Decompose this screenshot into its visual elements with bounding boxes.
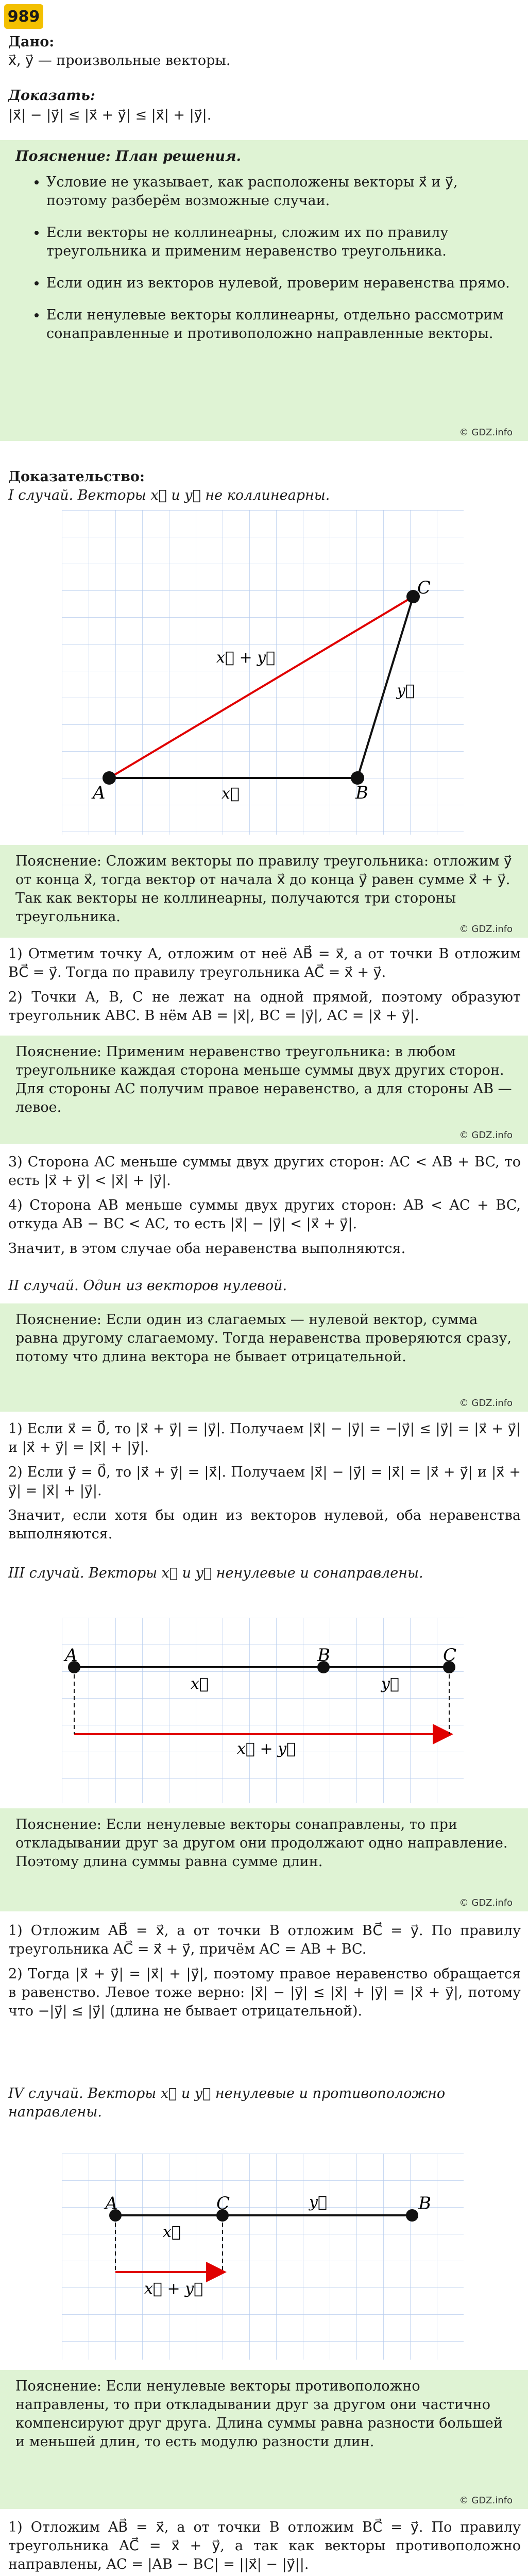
label-x: x⃗ — [191, 1675, 209, 1693]
figure-triangle — [62, 510, 464, 835]
credit: © GDZ.info — [459, 427, 513, 438]
label-b: B — [418, 2193, 431, 2214]
label-c: C — [417, 578, 431, 598]
case3-title: III случай. Векторы x⃗ и y⃗ ненулевые и сонаправлены. — [8, 1565, 423, 1581]
explanation-text: Пояснение: Если один из слагаемых — нулевой вектор, сумма равна другому слагаемому. Тогда неравенства проверяются сразу, потому что длина вектора не бывает отрицательной. — [15, 1312, 512, 1365]
step-text: 1) Отметим точку A, отложим от неё AB⃗ = x⃗, а от точки B отложим BC⃗ = y⃗. Тогда по правилу треугольника AC⃗ = x⃗ + y⃗. — [8, 946, 521, 980]
step-text: 2) Если y⃗ = 0⃗, то |x⃗ + y⃗| = |x⃗|. Получаем |x⃗| − |y⃗| = |x⃗| = |x⃗ + y⃗| и |x⃗ + y⃗| = |x⃗| + |y⃗|. — [8, 1464, 521, 1499]
explanation-text: Пояснение: Применим неравенство треугольника: в любом треугольнике каждая сторона меньше суммы двух других сторон. Для стороны AC получим правое неравенство, а для стороны AB — левое. — [15, 1044, 512, 1115]
case2-title: II случай. Один из векторов нулевой. — [8, 1278, 287, 1294]
proof-label: Доказательство: — [8, 469, 145, 485]
case4-title: IV случай. Векторы x⃗ и y⃗ ненулевые и противоположно направлены. — [8, 2086, 446, 2120]
label-c: C — [216, 2193, 230, 2214]
label-x: x⃗ — [222, 785, 240, 803]
label-sum: x⃗ + y⃗ — [216, 649, 276, 667]
plan-list — [15, 173, 513, 343]
label-c: C — [443, 1645, 457, 1666]
step-text: Значит, если хотя бы один из векторов нулевой, оба неравенства выполняются. — [8, 1507, 521, 1542]
plan-item: • Если векторы не коллинеарны, сложим их по правилу треугольника и применим неравенство треугольника. — [46, 224, 513, 261]
given-text: x⃗, y⃗ — произвольные векторы. — [8, 53, 231, 69]
figure-codirectional — [62, 1618, 464, 1803]
prove-text: |x⃗| − |y⃗| ≤ |x⃗ + y⃗| ≤ |x⃗| + |y⃗|. — [8, 107, 212, 123]
point-b — [406, 2209, 418, 2222]
case1-steps-a — [8, 945, 521, 1031]
given-label: Дано: — [8, 34, 55, 50]
step-text: 1) Отложим AB⃗ = x⃗, а от точки B отложим BC⃗ = y⃗. По правилу треугольника AC⃗ = x⃗ + y⃗, причём AC = AB + BC. — [8, 1923, 521, 1957]
label-b: B — [317, 1645, 330, 1666]
step-text: 2) Тогда |x⃗ + y⃗| = |x⃗| + |y⃗|, поэтому правое неравенство обращается в равенство. Левое тоже верно: |x⃗| − |y⃗| ≤ |x⃗| + |y⃗| = |x⃗ + y⃗|, потому что −|y⃗| ≤ |y⃗| (длина не бывает отрицательной). — [8, 1966, 521, 2019]
explanation-text: Пояснение: Если ненулевые векторы противоположно направлены, то при откладывании друг за другом они частично компенсируют друг друга. Длина суммы равна разности большей и меньшей длин, то есть модулю разности длин. — [15, 2378, 503, 2450]
explanation-box — [0, 845, 528, 938]
case3-steps — [8, 1922, 521, 2027]
credit: © GDZ.info — [459, 1398, 513, 1409]
credit: © GDZ.info — [459, 1897, 513, 1908]
label-b: B — [355, 783, 368, 803]
plan-item: • Условие не указывает, как расположены векторы x⃗ и y⃗, поэтому разберём возможные случаи. — [46, 173, 513, 210]
step-text: 1) Если x⃗ = 0⃗, то |x⃗ + y⃗| = |y⃗|. Получаем |x⃗| − |y⃗| = −|y⃗| ≤ |y⃗| = |x⃗ + y⃗| и |x⃗ + y⃗| = |x⃗| + |y⃗|. — [8, 1421, 521, 1455]
case1-steps-b — [8, 1153, 521, 1264]
plan-box — [0, 140, 528, 441]
label-sum: x⃗ + y⃗ — [237, 1740, 296, 1758]
plan-item: • Если один из векторов нулевой, проверим неравенства прямо. — [46, 274, 513, 293]
case4-steps — [8, 2518, 521, 2576]
case2-steps — [8, 1420, 521, 1550]
explanation-box — [0, 1036, 528, 1144]
plan-item: • Если ненулевые векторы коллинеарны, отдельно рассмотрим сонаправленные и противоположно направленные векторы. — [46, 306, 513, 343]
credit: © GDZ.info — [459, 2495, 513, 2506]
step-text: Значит, в этом случае оба неравенства выполняются. — [8, 1241, 406, 1257]
problem-number-badge: 989 — [4, 4, 43, 29]
step-text: 1) Отложим AB⃗ = x⃗, а от точки B отложим BC⃗ = y⃗. По правилу треугольника AC⃗ = x⃗ + y⃗, а так как векторы противоположно направлены, AC = |AB − BC| = ||x⃗| − |y⃗||. — [8, 2519, 521, 2572]
figure-opposite — [62, 2154, 464, 2360]
grid — [62, 1618, 464, 1803]
label-x: x⃗ — [163, 2223, 181, 2241]
label-y: y⃗ — [397, 682, 415, 700]
explanation-text: Пояснение: Сложим векторы по правилу треугольника: отложим y⃗ от конца x⃗, тогда вектор от начала x⃗ до конца y⃗ равен сумме x⃗ + y⃗. Так как векторы не коллинеарны, получаются три стороны треугольника. — [15, 853, 512, 925]
label-y: y⃗ — [381, 1675, 399, 1693]
explanation-box — [0, 1303, 528, 1412]
explanation-box — [0, 1808, 528, 1911]
label-a: A — [105, 2193, 118, 2214]
label-sum: x⃗ + y⃗ — [144, 2280, 203, 2298]
label-y: y⃗ — [309, 2193, 327, 2211]
credit: © GDZ.info — [459, 924, 513, 935]
step-text: 4) Сторона AB меньше суммы двух других сторон: AB < AC + BC, откуда AB − BC < AC, то есть |x⃗| − |y⃗| < |x⃗ + y⃗|. — [8, 1197, 521, 1232]
case1-title: I случай. Векторы x⃗ и y⃗ не коллинеарны. — [8, 487, 330, 503]
explanation-text: Пояснение: Если ненулевые векторы сонаправлены, то при откладывании друг за другом они продолжают одно направление. Поэтому длина суммы равна сумме длин. — [15, 1817, 508, 1870]
step-text: 2) Точки A, B, C не лежат на одной прямой, поэтому образуют треугольник ABC. В нём AB = |x⃗|, BC = |y⃗|, AC = |x⃗ + y⃗|. — [8, 989, 521, 1024]
grid — [62, 510, 464, 835]
label-a: A — [93, 783, 106, 803]
explanation-box — [0, 2370, 528, 2509]
step-text: 3) Сторона AC меньше суммы двух других сторон: AC < AB + BC, то есть |x⃗ + y⃗| < |x⃗| + |y⃗|. — [8, 1154, 521, 1189]
credit: © GDZ.info — [459, 1130, 513, 1141]
plan-lead: Пояснение: План решения. — [15, 148, 242, 164]
prove-label: Доказать: — [8, 88, 95, 104]
grid — [62, 2154, 464, 2360]
label-a: A — [65, 1645, 78, 1666]
